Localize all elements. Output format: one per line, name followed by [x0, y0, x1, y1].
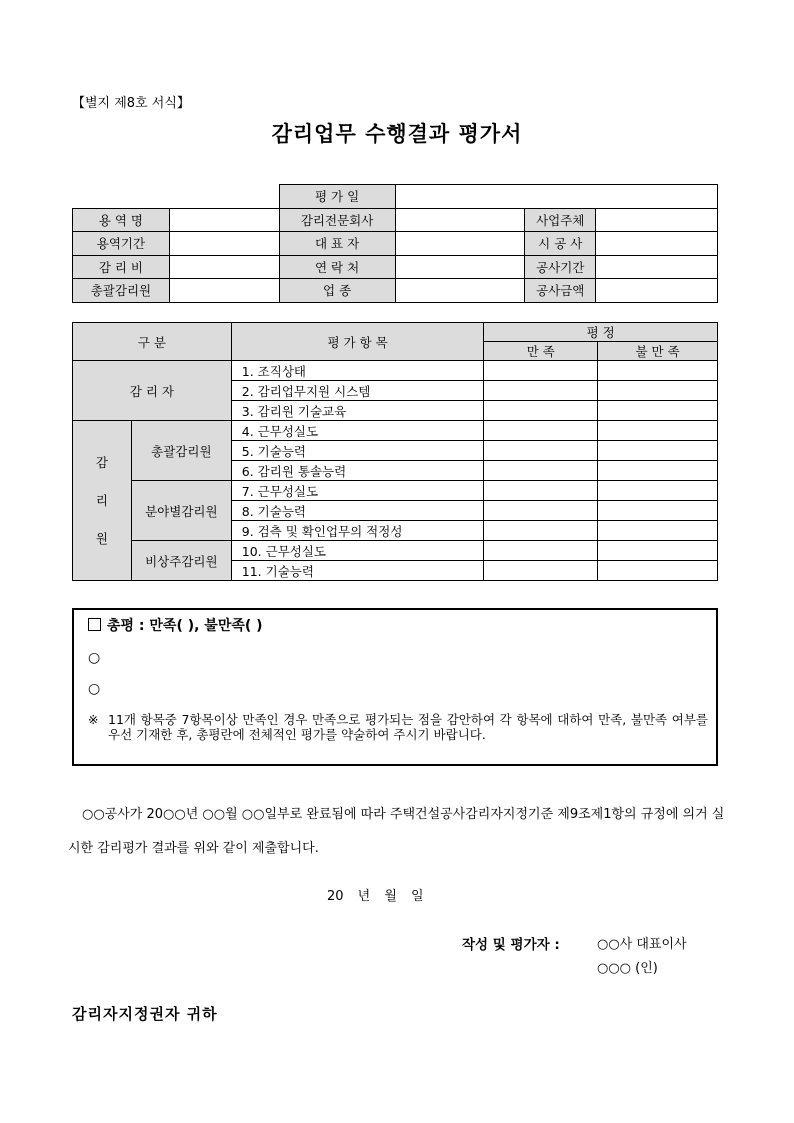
eval-date-field[interactable] [395, 185, 718, 209]
summary-note [88, 712, 708, 742]
construction-amount-field[interactable] [596, 279, 718, 303]
statement-text: ○○공사가 20○○년 ○○월 ○○일부로 완료됨에 따라 주택건설공사감리자지정기준 제9조제1항의 규정에 의거 실시한 감리평가 결과를 위와 같이 제출합니다. [68, 807, 725, 856]
satisfied-cell[interactable] [484, 401, 598, 421]
eval-item: 1. 조직상태 [231, 361, 484, 381]
author-company: ○○사 대표이사 [597, 937, 687, 952]
satisfied-cell[interactable] [484, 481, 598, 501]
group-staff-char: 감 [95, 454, 108, 470]
satisfied-cell[interactable] [484, 521, 598, 541]
group-staff-label [73, 421, 132, 581]
eval-item: 8. 기술능력 [231, 501, 484, 521]
satisfied-cell[interactable] [484, 461, 598, 481]
summary-note-text: 11개 항목중 7항목이상 만족인 경우 만족으로 평가되는 점을 감안하여 각 항목에 대하여 만족, 불만족 여부를 우선 기재한 후, 총평란에 전체적인 평가를 약술하여 주시기 바랍니다. [108, 712, 708, 742]
sub-chief-label: 총괄감리원 [131, 421, 231, 481]
col-category-header: 구 분 [73, 323, 232, 361]
chief-supervisor-field[interactable] [169, 279, 279, 303]
supervision-fee-label: 감 리 비 [73, 255, 170, 279]
chief-supervisor-label: 총괄감리원 [73, 279, 170, 303]
project-owner-label: 사업주체 [525, 208, 596, 232]
author-name: ○○○ (인) [597, 961, 658, 976]
construction-period-field[interactable] [596, 255, 718, 279]
summary-title [88, 615, 263, 635]
contact-label: 연 락 처 [279, 255, 395, 279]
service-period-label: 용역기간 [73, 232, 170, 256]
group-staff-char: 리 [95, 492, 108, 508]
satisfied-cell[interactable] [484, 441, 598, 461]
sub-field-label: 분야별감리원 [131, 481, 231, 541]
document-title: 감리업무 수행결과 평가서 [271, 122, 523, 146]
supervision-company-label: 감리전문회사 [279, 208, 395, 232]
evaluation-table [72, 322, 718, 581]
supervision-company-field[interactable] [395, 208, 525, 232]
author-label: 작성 및 평가자 : [462, 937, 560, 953]
date-line: 20 년 월 일 [327, 889, 424, 904]
eval-item: 3. 감리원 기술교육 [231, 401, 484, 421]
col-item-header: 평 가 항 목 [231, 323, 484, 361]
eval-item: 7. 근무성실도 [231, 481, 484, 501]
summary-bullet-2[interactable]: ○ [88, 681, 101, 697]
info-table [72, 184, 718, 303]
unsatisfied-cell[interactable] [598, 401, 718, 421]
contractor-label: 시 공 사 [525, 232, 596, 256]
eval-item: 9. 검측 및 확인업무의 적정성 [231, 521, 484, 541]
eval-item: 5. 기술능력 [231, 441, 484, 461]
contractor-field[interactable] [596, 232, 718, 256]
unsatisfied-cell[interactable] [598, 561, 718, 581]
service-period-field[interactable] [169, 232, 279, 256]
col-satisfied-header: 만 족 [484, 342, 598, 361]
unsatisfied-cell[interactable] [598, 381, 718, 401]
unsatisfied-cell[interactable] [598, 421, 718, 441]
satisfied-cell[interactable] [484, 561, 598, 581]
summary-title-text: 총평 : 만족( ), 불만족( ) [107, 618, 263, 634]
business-type-field[interactable] [395, 279, 525, 303]
summary-bullet-1[interactable]: ○ [88, 650, 101, 666]
construction-amount-label: 공사금액 [525, 279, 596, 303]
eval-item: 6. 감리원 통솔능력 [231, 461, 484, 481]
unsatisfied-cell[interactable] [598, 441, 718, 461]
eval-date-label: 평 가 일 [279, 185, 395, 209]
construction-period-label: 공사기간 [525, 255, 596, 279]
unsatisfied-cell[interactable] [598, 461, 718, 481]
eval-item: 2. 감리업무지원 시스템 [231, 381, 484, 401]
col-eval-header: 평 정 [484, 323, 718, 342]
satisfied-cell[interactable] [484, 381, 598, 401]
satisfied-cell[interactable] [484, 361, 598, 381]
satisfied-cell[interactable] [484, 501, 598, 521]
unsatisfied-cell[interactable] [598, 361, 718, 381]
supervision-fee-field[interactable] [169, 255, 279, 279]
group-supervisor-label: 감 리 자 [73, 361, 232, 421]
group-staff-char: 원 [95, 530, 108, 546]
unsatisfied-cell[interactable] [598, 541, 718, 561]
service-name-field[interactable] [169, 208, 279, 232]
unsatisfied-cell[interactable] [598, 481, 718, 501]
reference-mark-icon: ※ [88, 712, 99, 727]
satisfied-cell[interactable] [484, 541, 598, 561]
project-owner-field[interactable] [596, 208, 718, 232]
eval-item: 10. 근무성실도 [231, 541, 484, 561]
unsatisfied-cell[interactable] [598, 501, 718, 521]
representative-label: 대 표 자 [279, 232, 395, 256]
col-unsatisfied-header: 불 만 족 [598, 342, 718, 361]
addressee: 감리자지정권자 귀하 [72, 1005, 218, 1023]
business-type-label: 업 종 [279, 279, 395, 303]
eval-item: 4. 근무성실도 [231, 421, 484, 441]
eval-item: 11. 기술능력 [231, 561, 484, 581]
contact-field[interactable] [395, 255, 525, 279]
representative-field[interactable] [395, 232, 525, 256]
unsatisfied-cell[interactable] [598, 521, 718, 541]
form-number-tag: 【별지 제8호 서식】 [72, 96, 190, 111]
checkbox-icon[interactable] [88, 618, 101, 631]
sub-nonresident-label: 비상주감리원 [131, 541, 231, 581]
satisfied-cell[interactable] [484, 421, 598, 441]
service-name-label: 용 역 명 [73, 208, 170, 232]
